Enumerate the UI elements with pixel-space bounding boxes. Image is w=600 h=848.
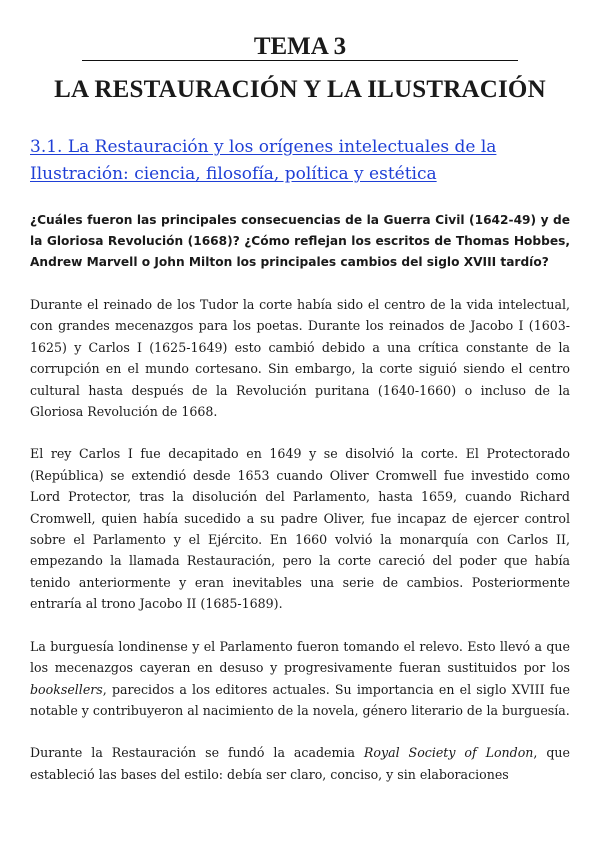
paragraph-tudor-court: Durante el reinado de los Tudor la corte había sido el centro de la vida intelectual, con grandes mecenazgos para los poetas. Durante los reinados de Jacobo I (1603-1625) y Carlos I (1625-1649) esto cambió debido a una crítica constante de la corrupción en el mundo cortesano. Sin embargo, la corte siguió siendo el centro cultural hasta después de la Revolución puritana (1640-1660) o incluso de la Gloriosa Revolución de 1668. [30, 297, 570, 420]
guiding-question: ¿Cuáles fueron las principales consecuencias de la Guerra Civil (1642-49) y de la Gloriosa Revolución (1668)? ¿Cómo reflejan los escritos de Thomas Hobbes, Andrew Marvell o John Milton los principales cambios del siglo XVIII tardío? [30, 213, 570, 269]
document-page [30, 30, 570, 785]
paragraph-text: La burguesía londinense y el Parlamento fueron tomando el relevo. Esto llevó a que los mecenazgos cayeran en desuso y progresivamente fueran sustituidos por los [30, 638, 570, 676]
topic-header [30, 30, 570, 64]
italic-term: Royal Society of London [363, 745, 534, 761]
paragraph-text: , que estableció las bases del estilo: debía ser claro, conciso, y sin elaboraciones [30, 745, 570, 782]
paragraph-text: , parecidos a los editores actuales. Su importancia en el siglo XVIII fue notable y contribuyeron al nacimiento de la novela, género literario de la burguesía. [30, 681, 570, 718]
topic-number: TEMA 3 [253, 33, 347, 60]
section-heading-link[interactable]: 3.1. La Restauración y los orígenes intelectuales de la Ilustración: ciencia, filosofía, política y estética [30, 137, 497, 184]
paragraph-protectorate: El rey Carlos I fue decapitado en 1649 y se disolvió la corte. El Protectorado (República) se extendió desde 1653 cuando Oliver Cromwell fue investido como Lord Protector, tras la disolución del Parlamento, hasta 1659, cuando Richard Cromwell, quien había sucedido a su padre Oliver, fue incapaz de ejercer control sobre el Parlamento y el Ejército. En 1660 volvió la monarquía con Carlos II, empezando la llamada Restauración, pero la corte careció del poder que había tenido anteriormente y eran inevitables una serie de cambios. Posteriormente entraría al trono Jacobo II (1685-1689). [30, 446, 570, 612]
paragraph-bourgeoisie [30, 636, 570, 722]
paragraph-royal-society [30, 742, 570, 785]
italic-term: booksellers [30, 681, 103, 697]
page-title: LA RESTAURACIÓN Y LA ILUSTRACIÓN [54, 76, 546, 103]
paragraph-text: Durante la Restauración se fundó la academia [30, 745, 364, 761]
